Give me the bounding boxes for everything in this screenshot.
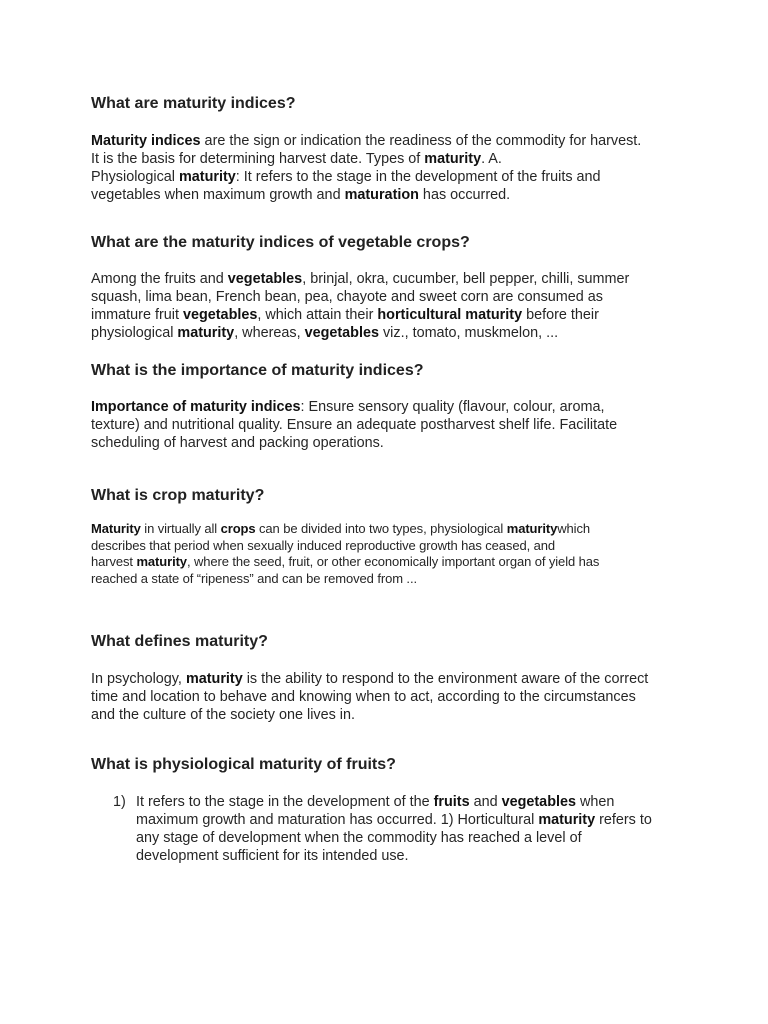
bold-term: Maturity [91,521,141,536]
bold-term: Maturity indices [91,133,201,149]
bold-term: vegetables [227,271,303,287]
text-run: : It refers to the stage in the development of the fruits and [235,169,601,185]
text-line [136,829,696,847]
text-run: It refers to the stage in the development of the [136,794,434,810]
bold-term: maturity [177,325,235,341]
bold-term: maturity [179,169,236,185]
text-line [91,306,691,324]
heading-physiological-maturity: What is physiological maturity of fruits? [91,756,396,773]
text-run: maximum growth and maturation has occurred. 1) Horticultural [136,812,539,828]
text-run: physiological [91,325,178,341]
text-line [91,416,691,434]
text-run: are the sign or indication the readiness of the commodity for harvest. [200,133,642,149]
text-run: has occurred. [418,187,511,203]
text-line [91,670,691,688]
text-run: describes that period when sexually induced reproductive growth has ceased, and [91,537,555,553]
text-run: immature fruit [91,307,183,323]
text-run: , whereas, [234,325,305,341]
bold-term: crops [220,521,256,536]
text-run: It is the basis for determining harvest date. Types of [91,151,425,167]
text-line [91,688,691,706]
text-run: and the culture of the society one lives in. [91,707,355,723]
text-run: viz., tomato, muskmelon, ... [378,325,559,341]
text-run: time and location to behave and knowing when to act, according to the circumstances [91,689,636,705]
text-line [91,706,691,724]
text-line [136,793,696,811]
heading-vegetable-crops: What are the maturity indices of vegetable crops? [91,234,470,251]
bold-term: maturity [538,812,596,828]
text-line [91,554,691,571]
text-run: is the ability to respond to the environment aware of the correct [242,671,649,687]
text-run: : Ensure sensory quality (flavour, colour, aroma, [300,399,605,415]
text-line [91,186,691,204]
paragraph-defines-maturity [91,670,691,724]
text-run: harvest [91,554,137,569]
text-run: refers to [595,812,652,828]
text-line [136,847,696,865]
text-line [91,150,691,168]
paragraph-maturity-indices [91,132,691,204]
text-line [91,132,691,150]
text-line [91,324,691,342]
bold-term: maturation [344,187,419,203]
heading-defines-maturity: What defines maturity? [91,633,268,650]
text-run: , which attain their [257,307,378,323]
text-run: Among the fruits and [91,271,228,287]
text-line [91,434,691,452]
heading-crop-maturity: What is crop maturity? [91,487,265,504]
list-item-number: 1) [113,794,126,810]
bold-term: vegetables [182,307,258,323]
text-line [91,521,691,538]
bold-term: fruits [433,794,470,810]
bold-term: Importance of maturity indices [91,399,301,415]
text-line [91,398,691,416]
text-run: in virtually all [140,521,221,536]
text-run: , where the seed, fruit, or other economically important organ of yield has [186,554,600,569]
heading-maturity-indices: What are maturity indices? [91,95,296,112]
text-line [91,270,691,288]
paragraph-importance [91,398,691,452]
text-run: , brinjal, okra, cucumber, bell pepper, chilli, summer [302,271,630,287]
text-line [91,538,691,555]
text-line [136,811,696,829]
text-run: which [557,521,590,536]
text-run: Physiological [91,169,179,185]
text-run: squash, lima bean, French bean, pea, chayote and sweet corn are consumed as [91,289,603,305]
text-run: In psychology, [91,671,186,687]
text-line [91,168,691,186]
text-run: vegetables when maximum growth and [91,187,345,203]
paragraph-vegetable-crops [91,270,691,342]
text-run: development sufficient for its intended use. [136,848,409,864]
text-run: . A. [481,151,502,167]
bold-term: maturity [424,151,482,167]
paragraph-crop-maturity [91,521,691,587]
bold-term: horticultural maturity [377,307,523,323]
bold-term: maturity [185,671,243,687]
bold-term: maturity [506,521,558,536]
text-run: can be divided into two types, physiological [255,521,507,536]
text-run: when [576,794,615,810]
heading-importance: What is the importance of maturity indices? [91,362,424,379]
text-run: before their [522,307,599,323]
text-run: texture) and nutritional quality. Ensure an adequate postharvest shelf life. Facilitate [91,417,618,433]
text-line [91,288,691,306]
text-run: any stage of development when the commodity has reached a level of [136,830,582,846]
text-run: and [469,794,502,810]
bold-term: vegetables [304,325,379,341]
list-item-text [136,793,696,865]
text-run: reached a state of “ripeness” and can be removed from ... [91,570,417,586]
bold-term: maturity [136,554,187,569]
text-run: scheduling of harvest and packing operations. [91,435,384,451]
text-line [91,571,691,588]
bold-term: vegetables [501,794,576,810]
